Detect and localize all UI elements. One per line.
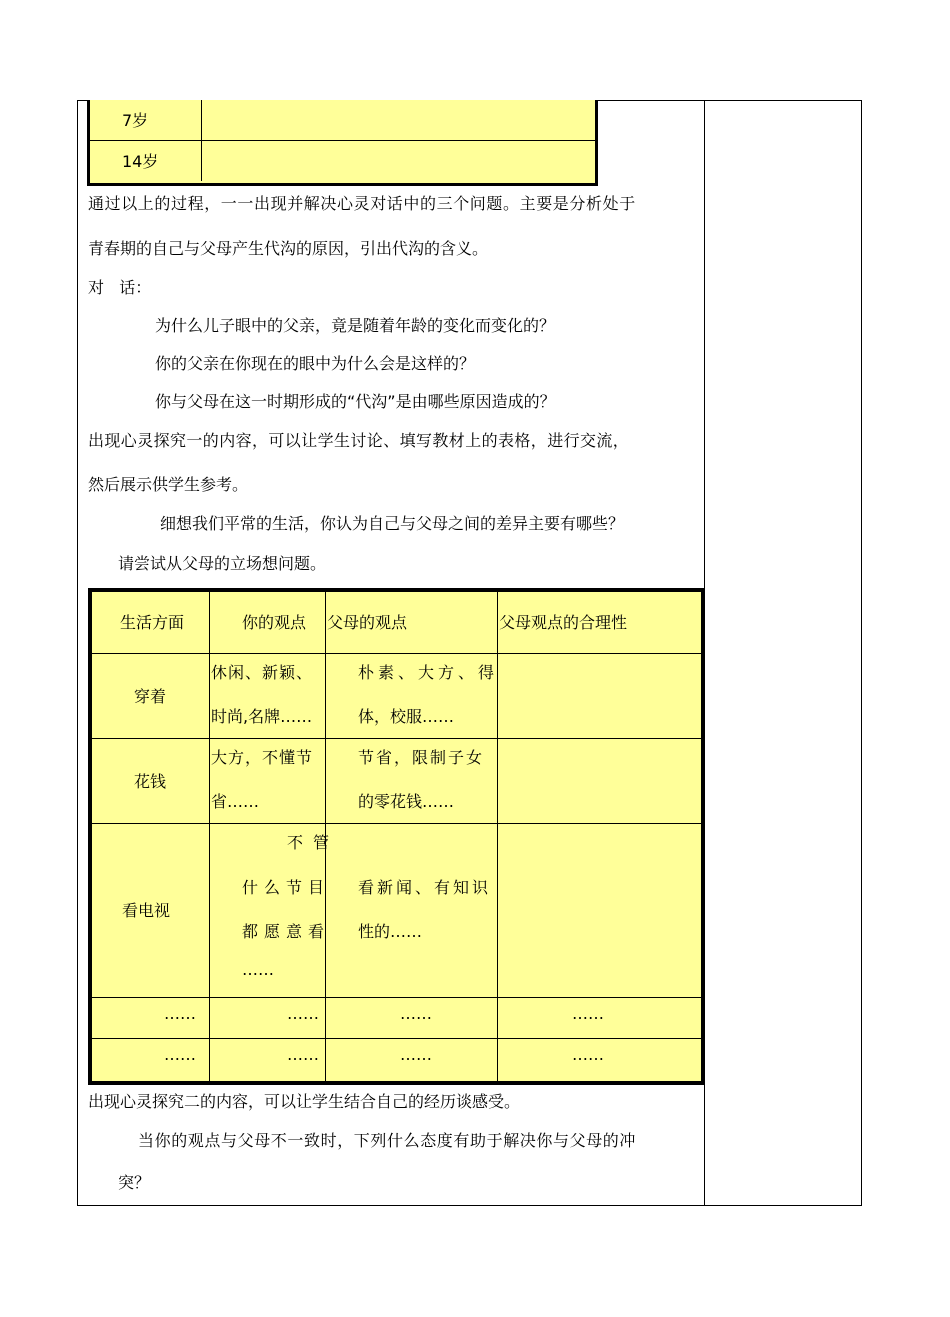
age-table (87, 100, 598, 186)
table-cell: 朴素、大方、得 (358, 663, 499, 682)
question: 为什么儿子眼中的父亲，竟是随着年龄的变化而变化的？ (155, 316, 556, 335)
age-label-cell (90, 141, 202, 181)
paragraph-line: 青春期的自己与父母产生代沟的原因，引出代沟的含义。 (88, 239, 489, 258)
table-cell: …… (287, 1045, 319, 1064)
paragraph-line: 出现心灵探究一的内容，可以让学生讨论、填写教材上的表格，进行交流， (88, 431, 630, 450)
age-label-cell (90, 100, 202, 140)
table-header: 你的观点 (242, 613, 307, 632)
question: 请尝试从父母的立场想问题。 (118, 554, 327, 573)
table-cell: …… (572, 1045, 604, 1064)
age-label: 7岁 (122, 111, 149, 130)
table-cell: 不管 (287, 833, 340, 852)
table-cell: 节省，限制子女 (358, 748, 485, 767)
table-cell: 大方，不懂节 (211, 748, 314, 767)
age-row (90, 141, 595, 181)
table-cell: …… (400, 1004, 432, 1023)
age-label: 14岁 (122, 152, 159, 171)
table-cell: 体，校服…… (358, 707, 455, 726)
views-table (88, 588, 705, 1085)
question: 你与父母在这一时期形成的“代沟”是由哪些原因造成的？ (155, 392, 556, 411)
table-header: 生活方面 (120, 613, 185, 632)
table-cell: 什么节目 (242, 878, 331, 897)
age-row (90, 100, 595, 141)
table-cell: 都愿意看 (242, 922, 331, 941)
table-cell: 省…… (211, 792, 260, 811)
table-cell: …… (242, 960, 274, 979)
table-cell-aspect: 穿着 (134, 687, 167, 706)
table-cell: 性的…… (358, 922, 423, 941)
table-cell: …… (287, 1004, 319, 1023)
table-cell: 看新闻、有知识 (358, 878, 492, 897)
dialog-label: 对 话： (88, 278, 152, 297)
question: 你的父亲在你现在的眼中为什么会是这样的？ (155, 354, 476, 373)
table-cell: …… (572, 1004, 604, 1023)
table-cell: 的零花钱…… (358, 792, 455, 811)
table-cell: 休闲、新颖、 (211, 663, 314, 682)
table-cell: …… (164, 1004, 196, 1023)
table-cell: 时尚,名牌…… (211, 707, 313, 726)
question: 突？ (118, 1173, 151, 1192)
table-header: 父母观点的合理性 (499, 613, 628, 632)
table-cell-aspect: 花钱 (134, 772, 167, 791)
paragraph-line: 通过以上的过程，一一出现并解决心灵对话中的三个问题。主要是分析处于 (88, 194, 636, 213)
table-cell: …… (164, 1045, 196, 1064)
question: 细想我们平常的生活，你认为自己与父母之间的差异主要有哪些？ (160, 514, 625, 533)
question: 当你的观点与父母不一致时，下列什么态度有助于解决你与父母的冲 (138, 1131, 637, 1150)
paragraph-line: 然后展示供学生参考。 (88, 475, 249, 494)
table-cell-aspect: 看电视 (122, 901, 171, 920)
table-header: 父母的观点 (327, 613, 408, 632)
paragraph-line: 出现心灵探究二的内容，可以让学生结合自己的经历谈感受。 (88, 1092, 521, 1111)
table-cell: …… (400, 1045, 432, 1064)
